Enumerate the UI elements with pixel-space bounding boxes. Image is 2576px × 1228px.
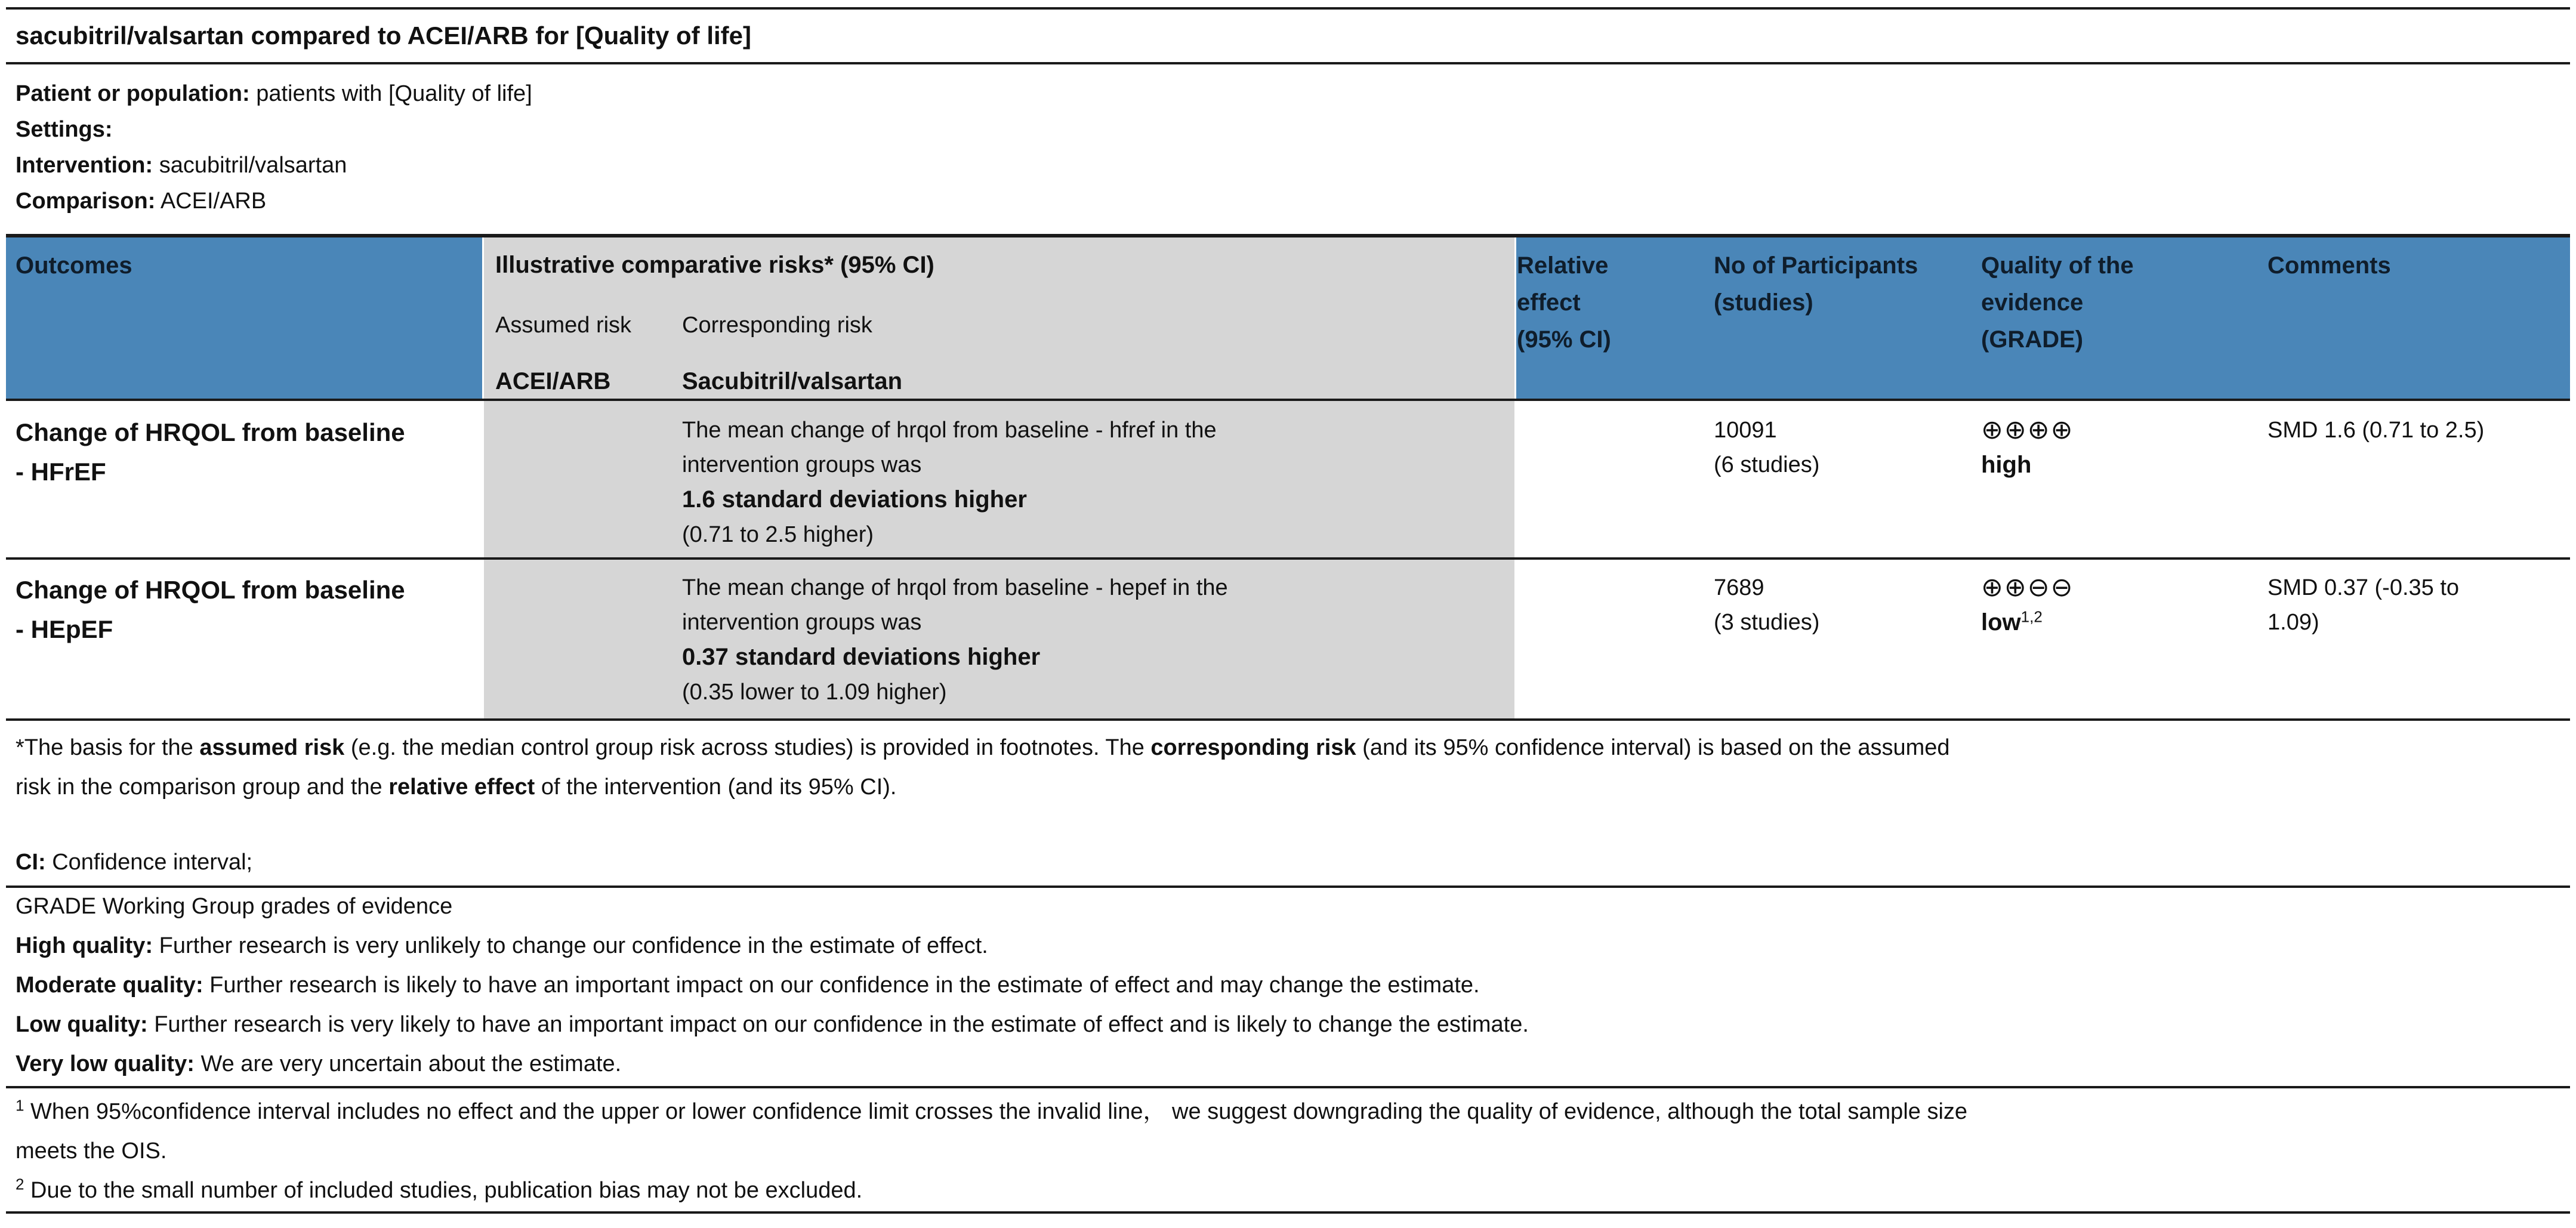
row1-comment: SMD 1.6 (0.71 to 2.5): [2268, 418, 2485, 443]
header-illustrative: Illustrative comparative risks* (95% CI): [495, 252, 934, 278]
header-comments: Comments: [2268, 252, 2391, 279]
comparison-line: Comparison: ACEI/ARB: [16, 189, 267, 214]
footnotes: $^1$ When 95%confidence interval includes no effect and the upper or lower confidence limit crosses the invalid line， we suggest downgrading the quality of evidence, although the total sample size meets the OIS. $^2$ Due to the small number of included studies, publication bias may not be excluded.: [16, 1092, 1967, 1210]
grade-high: High quality: Further research is very unlikely to change our confidence in the estimate of effect.: [16, 933, 988, 958]
header-acei-arb: ACEI/ARB: [495, 368, 611, 394]
rule-row2: [6, 718, 2570, 721]
header-participants: No of Participants (studies): [1714, 252, 1918, 316]
ci-note: CI: Confidence interval;: [16, 850, 253, 875]
header-quality: Quality of the evidence (GRADE): [1981, 252, 2134, 353]
row1-outcome: Change of HRQOL from baseline - HFrEF: [16, 418, 405, 486]
population-line: Patient or population: patients with [Quality of life]: [16, 81, 532, 106]
row1-participants: 10091 (6 studies): [1714, 418, 1820, 477]
grade-symbols-icon: ⊕⊕⊕⊕: [1981, 415, 2074, 445]
row2-corresponding-risk: The mean change of hrqol from baseline - hepef in the intervention groups was 0.37 standard deviations higher (0.35 lower to 1.09 higher): [682, 575, 1228, 705]
rule-title: [6, 62, 2570, 64]
grade-low: Low quality: Further research is very likely to have an important impact on our confidence in the estimate of effect and is likely to change the estimate.: [16, 1012, 1529, 1037]
rule-header-top: [6, 234, 2570, 237]
intervention-line: Intervention: sacubitril/valsartan: [16, 153, 347, 178]
grade-very-low: Very low quality: We are very uncertain about the estimate.: [16, 1051, 622, 1076]
row1-quality: ⊕⊕⊕⊕ high: [1981, 413, 2074, 483]
footnote-2: $^2$ Due to the small number of included studies, publication bias may not be excluded.: [16, 1175, 863, 1203]
header-outcomes: Outcomes: [16, 252, 132, 279]
basis-note: *The basis for the assumed risk (e.g. the median control group risk across studies) is provided in footnotes. The corresponding risk (and its 95% confidence interval) is based on the assumed risk in the comparison group and the relative effect of the intervention (and its 95% CI).: [16, 735, 1950, 800]
row2-participants: 7689 (3 studies): [1714, 575, 1820, 635]
row2-quality: ⊕⊕⊖⊖ low$^{1,2}$: [1981, 570, 2074, 640]
row2-comment: SMD 0.37 (-0.35 to 1.09): [2268, 575, 2460, 635]
header-sacubitril: Sacubitril/valsartan: [682, 368, 903, 394]
row2-outcome: Change of HRQOL from baseline - HEpEF: [16, 576, 405, 643]
header-assumed-risk: Assumed risk: [495, 313, 632, 338]
table-title: sacubitril/valsartan compared to ACEI/ARB for [Quality of life]: [16, 21, 751, 50]
grade-moderate: Moderate quality: Further research is likely to have an important impact on our confidence in the estimate of effect and may change the estimate.: [16, 973, 1480, 998]
row1-corresponding-risk: The mean change of hrqol from baseline - hfref in the intervention groups was 1.6 standard deviations higher (0.71 to 2.5 higher): [682, 418, 1217, 547]
rule-grade: [6, 1086, 2570, 1088]
header-relative-effect: Relative effect (95% CI): [1517, 252, 1611, 353]
footnote-1: $^1$ When 95%confidence interval includes no effect and the upper or lower confidence limit crosses the invalid line， we suggest downgrading the quality of evidence, although the total sample size: [16, 1096, 1968, 1124]
grade-section: GRADE Working Group grades of evidence High quality: Further research is very unlikely to change our confidence in the estimate of effect. Moderate quality: Further research is likely to have an important impact on our confidence in the estimate of effect and may change the estimate. Low quality: Further research is very likely to have an important impact on our confidence in the estimate of effect and is likely to change the estimate. Very low quality: We are very uncertain about the estimate.: [16, 887, 1529, 1084]
header-corresponding-risk: Corresponding risk: [682, 313, 872, 338]
rule-bottom: [6, 1211, 2570, 1214]
settings-line: Settings:: [16, 117, 113, 142]
grade-symbols-icon: ⊕⊕⊖⊖: [1981, 572, 2074, 603]
rule-top: [6, 7, 2570, 10]
